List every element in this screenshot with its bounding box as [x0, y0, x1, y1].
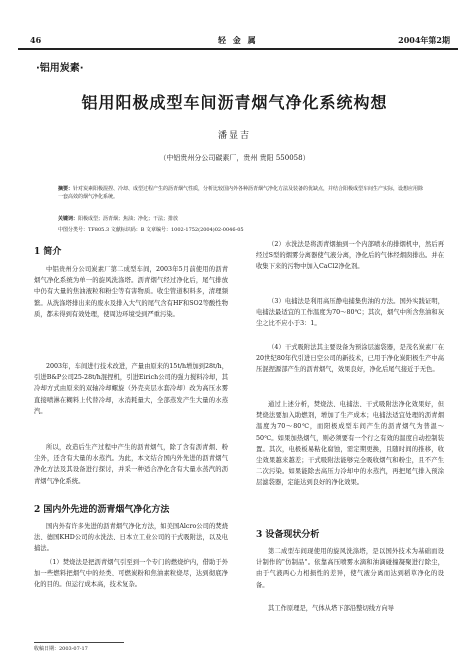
column-tag: ·铝用炭素·: [36, 63, 84, 74]
paragraph: 中铝贵州分公司炭素厂第二成型车间，2003年5月前使用的沥青烟气净化系统为单一的旋风洗涤塔。沥青烟气经过净化后，尾气排放中仍有大量的焦油液粒和粉尘等有害物质。收尘管道积料多，清理频繁。从洗涤塔排出来的废水及排入大气的尾气含有HF和SO2等酸性物质，都未得到有效处理，使周边环境受到严重污染。: [34, 266, 228, 318]
keywords: [58, 215, 428, 223]
paragraph: 第二成型车间现使用的旋风洗涤塔，是以国外技术为基础而设计制作的"仿制品"。依靠高压喷雾水滴和油滴碰撞凝聚进行除尘，由于气液两心力相损性的差异，使气液分离而达到稻草净化的设备。: [256, 548, 444, 589]
abstract-label: 摘要：: [58, 186, 74, 192]
paragraph: （3）电捕法是利用高压静电捕集焦油的方法。国外实践证明，电捕法最适宜的工作温度为70～80℃；其次，烟气中所含焦油和灰尘之比不应小于3：1。: [256, 298, 444, 328]
journal-name: 轻 金 属: [218, 35, 258, 45]
page-number: 46: [30, 35, 42, 45]
classification-line: 中图分类号：TF805.3 文献标识码：B 文章编号：1002-1752(2004)02-0046-05: [58, 227, 244, 233]
affiliation: （中铝贵州分公司碳素厂，贵州 贵阳 550058）: [159, 154, 310, 162]
section-heading: 3 设备现状分析: [256, 530, 320, 540]
section-heading: 1 简介: [34, 247, 62, 257]
keywords-text: 阳极成型；沥青烟；焦油；净化；干法；排放: [78, 216, 179, 222]
paragraph: （4）干式吸附法其主要设备为预涂层滤袋器，是茂名炭素厂在20世纪80年代引进日空公司的新技术，已用于净化炭阳极生产中高压混捏源部产生的沥青烟气，效果良好，净化后尾气接近于无色。: [256, 344, 444, 374]
running-header: [18, 33, 458, 47]
section-heading: 2 国内外先进的沥青烟气净化方法: [34, 505, 170, 515]
footnote-rule: [34, 642, 124, 643]
footnote: 收稿日期：2003-07-17: [34, 646, 88, 652]
paragraph: 国内外有许多先进的沥青烟气净化方法，如美国Alcro公司的焚烧法、德国KHD公司的水洗法、日本立工业公司的干式吸附法，以及电捕法。: [34, 523, 228, 553]
paper-title: 铝用阳极成型车间沥青烟气净化系统构想: [81, 93, 388, 112]
issue-label: 2004年第2期: [398, 35, 450, 45]
paragraph: 2003年，车间进行技术改进，产量由原来的15t/h增加到28t/h，引进B&P公司25-28t/h混捏机，引进Eirich公司的强力搅料冷却，其冷却方式由原来的双轴冷却螺旋（外壳夹层水套冷却）改为高压水雾直接喷淋在糊料上代替冷却，水消耗量大，全部蒸发产生大量的水蒸汽。: [34, 363, 228, 415]
header-rule: [18, 48, 458, 50]
paragraph: 通过上述分析，焚烧法、电捕法、干式吸附法净化效果好，但焚烧法要加入助燃剂，增加了生产成本；电捕法适宜处理的沥青烟温度为70～80℃，而阳极成型车间产生的沥青烟气为普温～50℃。如果加热烟气，则必须要有一个行之有效的温度自动控制装置。其次，电极板易粘化腐蚀，需定期更换，且随时间的推移，收尘效果越来越差；干式吸附法能够完全吸收烟气和粉尘，且不产生二次污染。如果能除去高压力冷却中的水蒸汽，再把尾气排入预涂层滤袋器，定能达到良好的净化效果。: [256, 401, 444, 487]
paragraph: 其工作原理是，气体从塔下部沿整切线方向导: [268, 605, 394, 612]
abstract-text: 针对炭素阳极混捏、冷却、成型过程产生的沥青烟气性质，分析比较国内外各种沥青烟气净化方法及装备的优缺点，并结合阳极成型车间生产实际，设想应用除一套高效的烟气净化系统。: [58, 186, 424, 200]
keywords-label: 关键词：: [58, 216, 79, 222]
paragraph: （1）焚烧法是把沥青烟气引至到一个专门的燃烧炉内，借助于外加一些燃料把烟气中的烃类、可燃炭粉和焦油素粒烧尽，达到彻底净化的目的。但运行成本高，技术复杂。: [34, 559, 228, 589]
author: 潘显吉: [217, 131, 251, 141]
paragraph: 所以，改造后生产过程中产生的沥青烟气，除了含有沥青烟、粉尘外，还含有大量的水蒸汽。为此，本文结合国内外先进的沥青烟气净化方法及其设备进行探讨，并采一种适合净化含有大量水蒸汽的沥青烟气净化系统。: [34, 444, 228, 485]
abstract: [58, 185, 428, 201]
paragraph: （2）水洗法是将沥青烟抽到一个内部喷水的排烟机中，然后再经过S型的烟雾分离器使气液分离，净化后的气体经烟囱排出。并在收集下来的污物中加入CaCl2净化剂。: [256, 241, 444, 271]
